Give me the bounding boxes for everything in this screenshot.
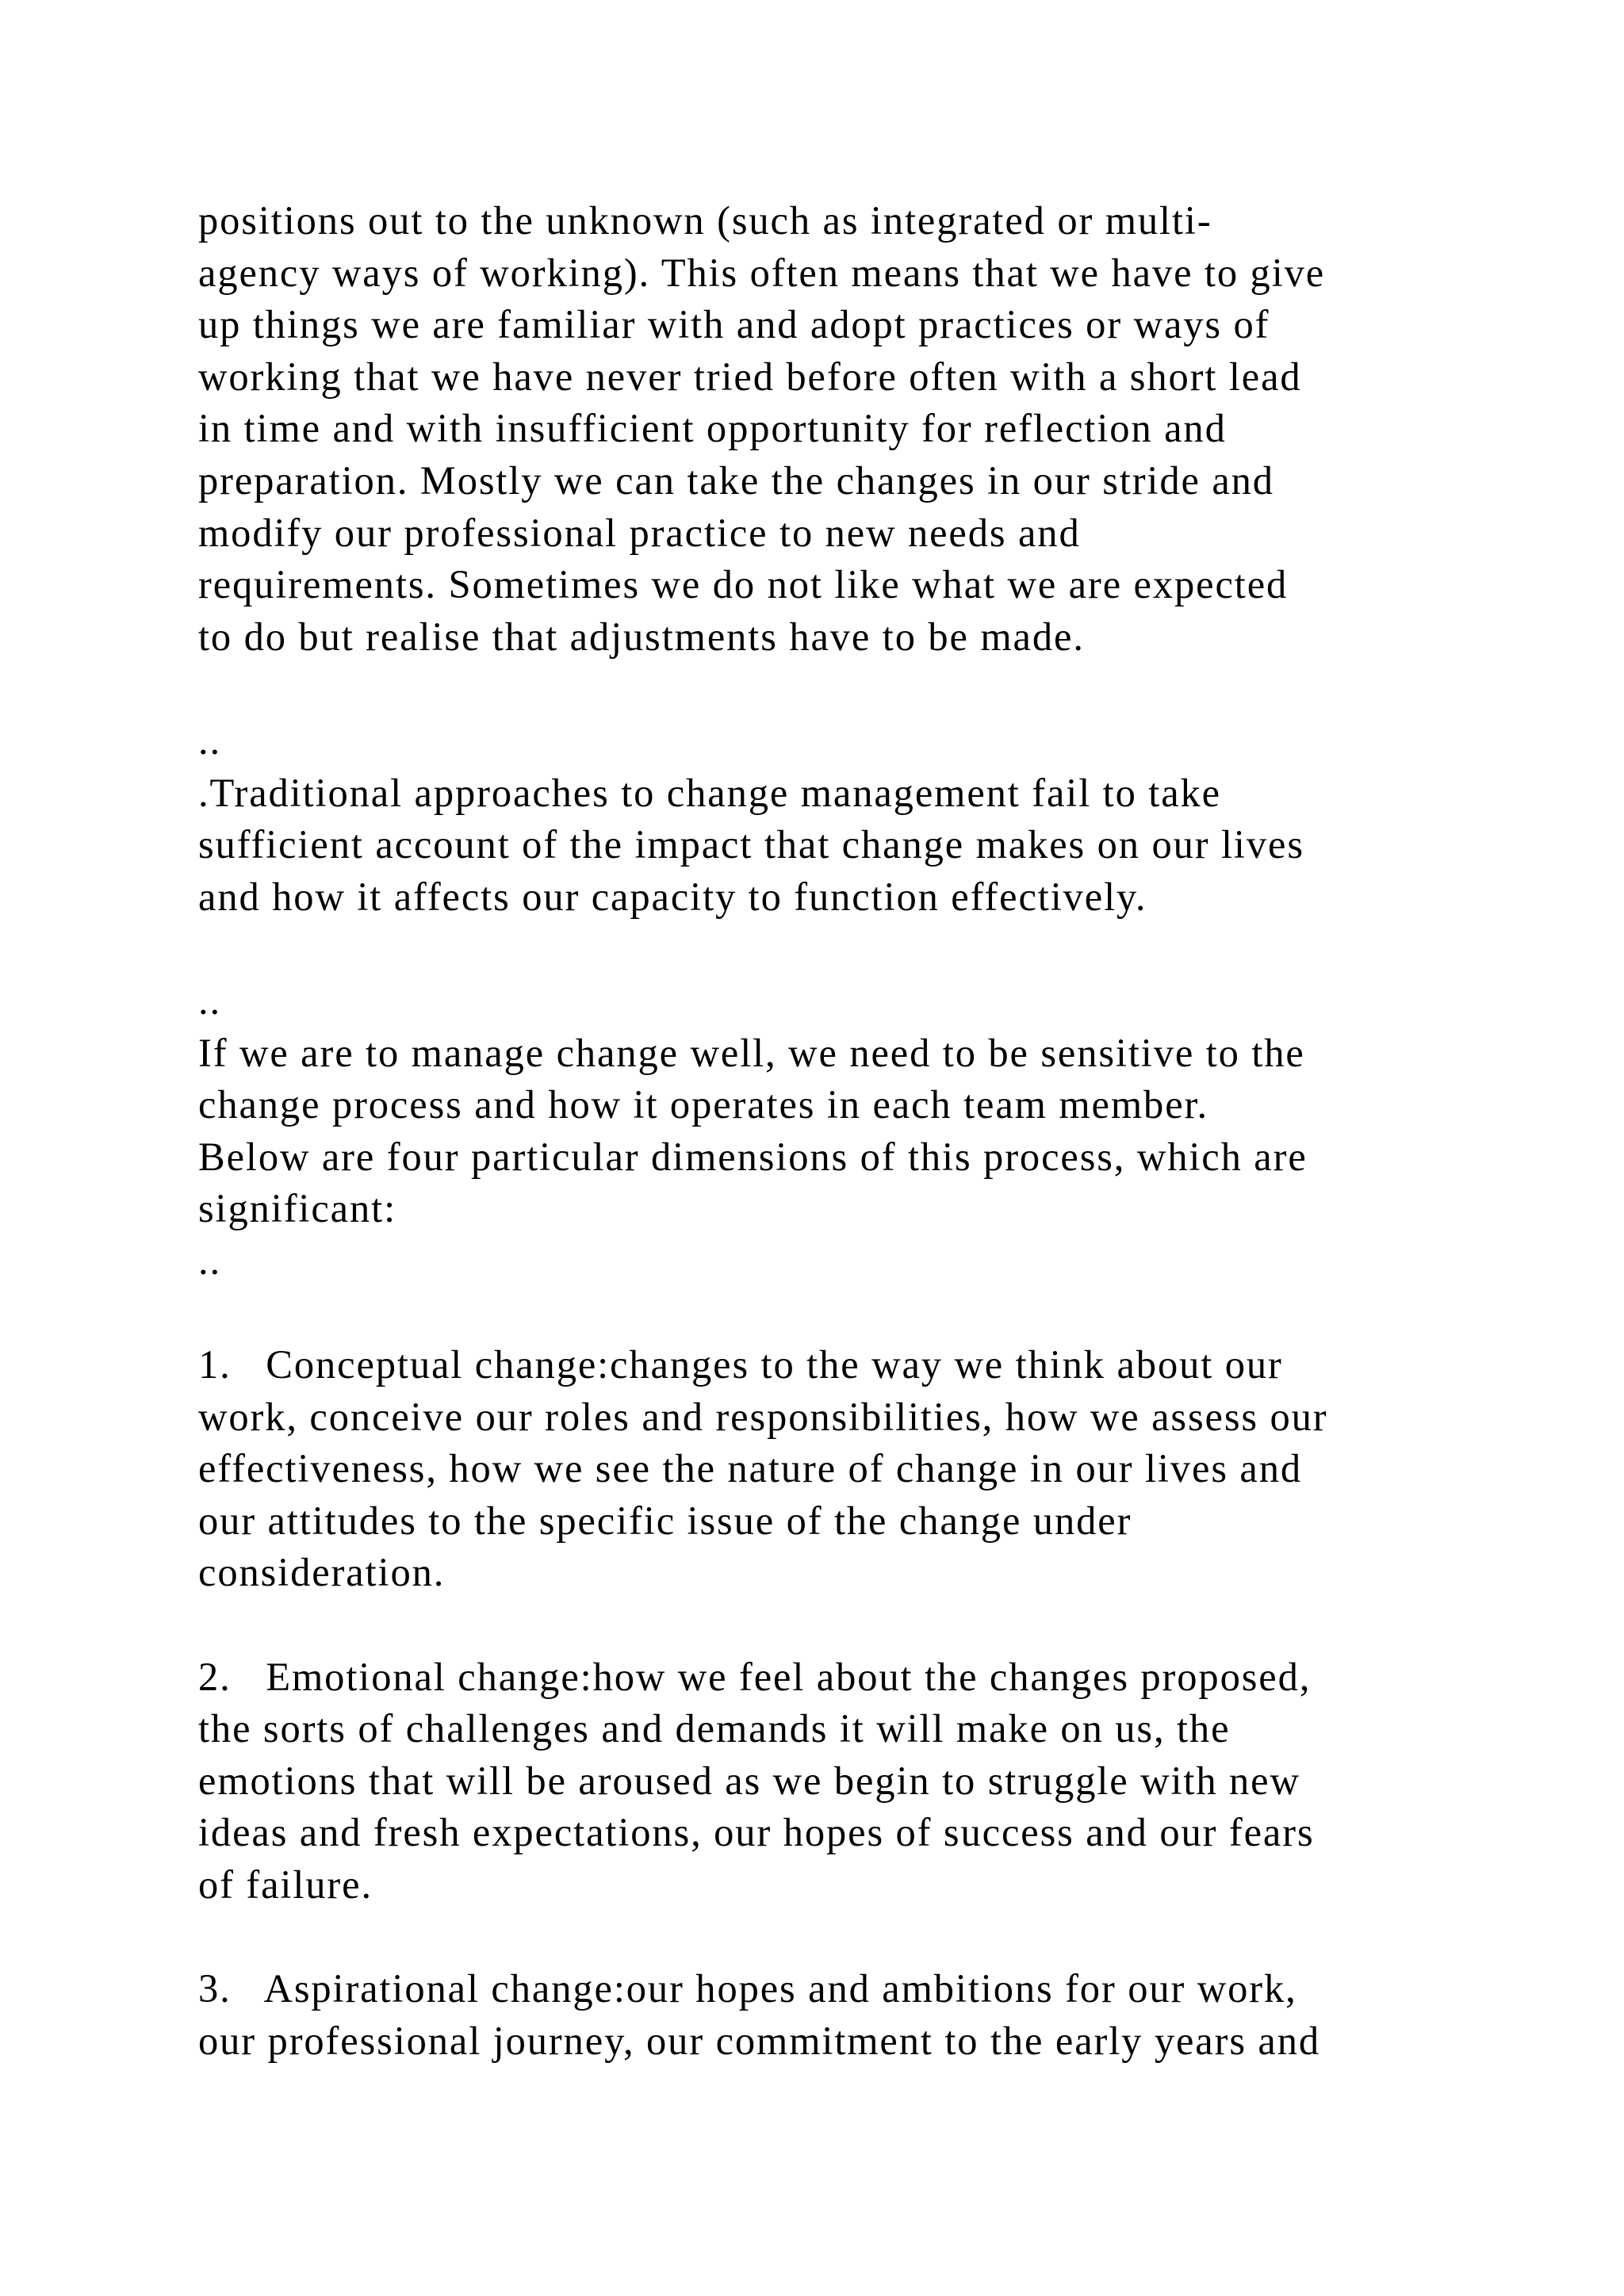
text-line: .Traditional approaches to change management fail to take [198,770,1221,815]
text-line: 1. Conceptual change:changes to the way we think about our [198,1342,1283,1387]
list-item-emotional-change [198,1651,1499,1911]
paragraph-gap [198,1599,1499,1651]
text-line: requirements. Sometimes we do not like what we are expected [198,562,1289,607]
text-line: If we are to manage change well, we need to be sensitive to the [198,1030,1305,1075]
text-line: in time and with insufficient opportunity for reflection and [198,406,1227,451]
paragraph-manage-change [198,1027,1499,1235]
text-line: and how it affects our capacity to function effectively. [198,874,1147,919]
text-line: work, conceive our roles and responsibilities, how we assess our [198,1394,1328,1439]
text-line: to do but realise that adjustments have to be made. [198,614,1085,659]
text-line: effectiveness, how we see the nature of change in our lives and [198,1446,1303,1491]
separator-dots: .. [198,978,222,1023]
text-line: ideas and fresh expectations, our hopes of success and our fears [198,1810,1315,1855]
list-item-aspirational-change [198,1963,1499,2067]
text-line: consideration. [198,1550,446,1595]
text-line: Below are four particular dimensions of this process, which are [198,1134,1308,1179]
text-line: up things we are familiar with and adopt practices or ways of [198,302,1270,347]
paragraph-gap [198,1287,1499,1339]
text-line: working that we have never tried before often with a short lead [198,354,1302,399]
text-line: our professional journey, our commitment to the early years and [198,2018,1321,2063]
text-line: our attitudes to the specific issue of the change under [198,1498,1132,1543]
text-line: sufficient account of the impact that change makes on our lives [198,822,1304,867]
text-line: the sorts of challenges and demands it will make on us, the [198,1706,1231,1751]
text-line: significant: [198,1186,397,1231]
list-item-conceptual-change [198,1339,1499,1599]
paragraph-gap [198,663,1499,715]
text-line: change process and how it operates in each team member. [198,1082,1208,1127]
text-line: emotions that will be aroused as we begin to struggle with new [198,1758,1300,1803]
text-line: of failure. [198,1862,373,1907]
text-line: 2. Emotional change:how we feel about the changes proposed, [198,1654,1312,1699]
text-line: modify our professional practice to new needs and [198,510,1081,555]
paragraph-traditional-approaches [198,767,1499,924]
paragraph-gap [198,1911,1499,1964]
text-line: agency ways of working). This often means that we have to give [198,250,1326,295]
paragraph-intro [198,195,1499,663]
paragraph-gap [198,923,1499,975]
document-body [198,195,1499,2067]
text-line: preparation. Mostly we can take the changes in our stride and [198,457,1274,503]
separator-dots: .. [198,718,222,763]
text-line: 3. Aspirational change:our hopes and ambitions for our work, [198,1966,1297,2011]
separator-dots: .. [198,1238,222,1283]
text-line: positions out to the unknown (such as integrated or multi- [198,198,1212,243]
